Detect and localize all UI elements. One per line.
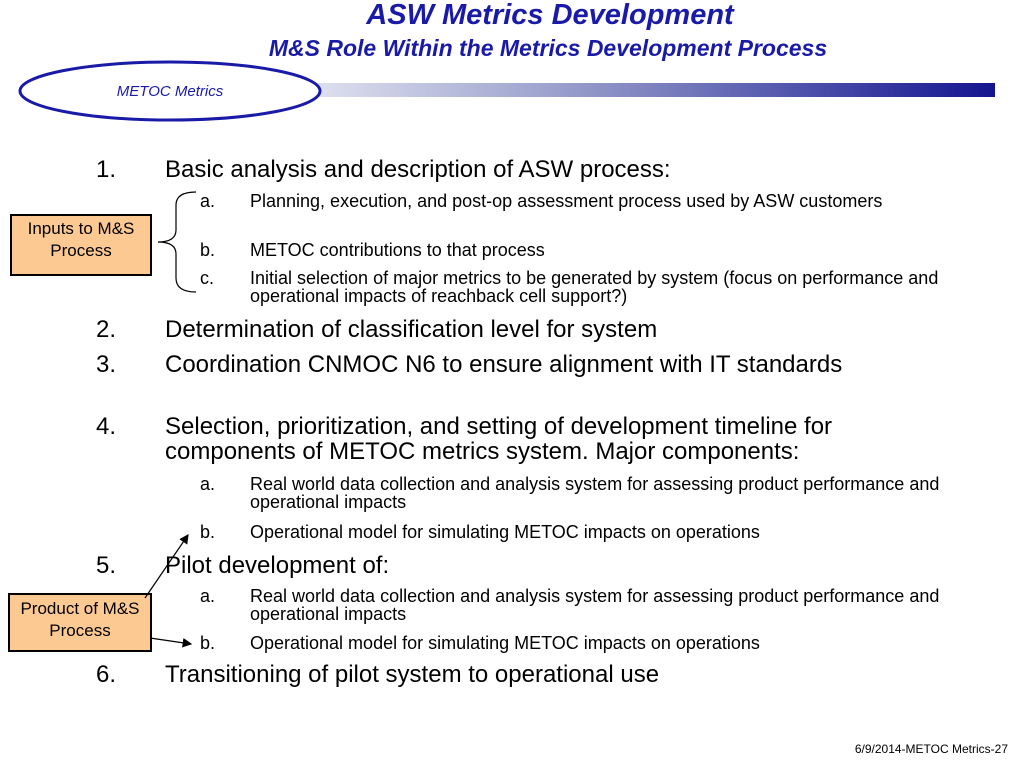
item-text: Selection, prioritization, and setting of development timeline for components of METOC metrics system. Major components: bbox=[165, 413, 833, 465]
item-number: 2. bbox=[96, 316, 117, 343]
sub-item-text: Planning, execution, and post-op assessment process used by ASW customers bbox=[250, 191, 883, 211]
slide-title: ASW Metrics Development bbox=[366, 0, 734, 31]
sub-item-text: Initial selection of major metrics to be generated by system (focus on performance and operational impacts of reachback cell support?) bbox=[250, 268, 939, 306]
sub-item-letter: b. bbox=[200, 240, 216, 260]
item-number: 6. bbox=[96, 661, 117, 688]
sub-item-letter: a. bbox=[200, 474, 216, 494]
sub-item-text: Real world data collection and analysis system for assessing product performance and operational impacts bbox=[250, 474, 940, 512]
item-text: Basic analysis and description of ASW process: bbox=[165, 156, 671, 183]
sub-item-letter: b. bbox=[200, 522, 216, 542]
slide-footer: 6/9/2014-METOC Metrics-27 bbox=[854, 742, 1008, 756]
item-number: 5. bbox=[96, 552, 117, 579]
product-callout-box: Product of M&S Process bbox=[8, 593, 152, 652]
item-number: 1. bbox=[96, 156, 117, 183]
product-arrow-right bbox=[150, 638, 191, 644]
item-number: 3. bbox=[96, 351, 117, 378]
sub-item-text: Real world data collection and analysis system for assessing product performance and operational impacts bbox=[250, 586, 940, 624]
inputs-brace bbox=[158, 192, 196, 292]
sub-item-text: METOC contributions to that process bbox=[250, 240, 545, 260]
product-arrow-up bbox=[145, 535, 188, 598]
item-text: Determination of classification level for system bbox=[165, 316, 658, 343]
sub-item-letter: a. bbox=[200, 191, 216, 211]
item-text: Pilot development of: bbox=[165, 552, 390, 579]
sub-item-letter: b. bbox=[200, 633, 216, 653]
item-text: Transitioning of pilot system to operational use bbox=[165, 661, 660, 688]
header-badge-label: METOC Metrics bbox=[116, 83, 224, 100]
inputs-callout-box: Inputs to M&S Process bbox=[10, 214, 152, 276]
item-number: 4. bbox=[96, 413, 117, 440]
sub-item-text: Operational model for simulating METOC impacts on operations bbox=[250, 522, 760, 542]
sub-item-letter: c. bbox=[200, 268, 215, 288]
slide-subtitle: M&S Role Within the Metrics Development Process bbox=[268, 35, 828, 61]
item-text: Coordination CNMOC N6 to ensure alignment with IT standards bbox=[165, 351, 843, 378]
sub-item-text: Operational model for simulating METOC impacts on operations bbox=[250, 633, 760, 653]
sub-item-letter: a. bbox=[200, 586, 216, 606]
